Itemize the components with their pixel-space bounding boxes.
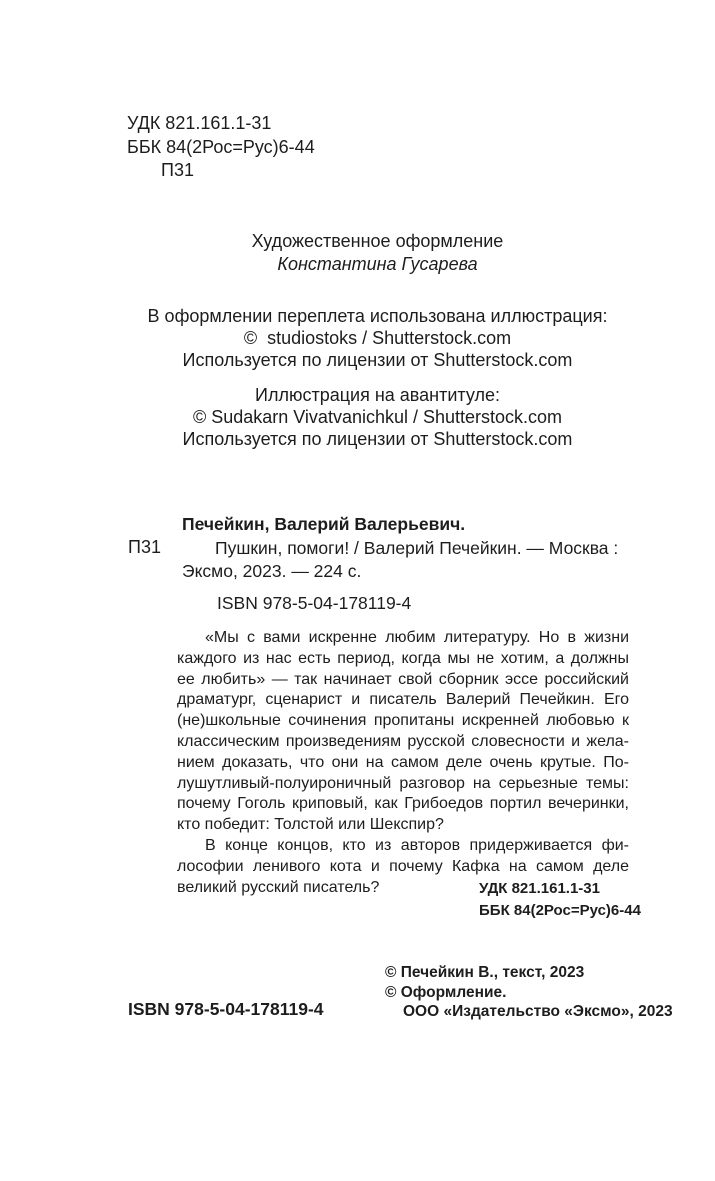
bbk-code-bottom: ББК 84(2Рос=Рус)6-44 — [479, 901, 641, 919]
design-credit-block — [40, 230, 715, 275]
top-bibliographic-codes — [127, 112, 315, 183]
copyright-publisher: ООО «Издательство «Эксмо», 2023 — [403, 1003, 673, 1021]
catalog-title-line1: Пушкин, помоги! / Валерий Печейкин. — Москва : — [215, 537, 619, 558]
annotation-line: великий русский писатель? — [177, 878, 380, 896]
catalog-author: Печейкин, Валерий Валерьевич. — [182, 514, 466, 534]
annotation-text — [177, 628, 629, 898]
avantitle-credit-line3: Используется по лицензии от Shutterstock.com — [182, 428, 573, 449]
cover-credit-line1: В оформлении переплета использована иллюстрация: — [147, 306, 608, 326]
cover-credit-line2: © studiostoks / Shutterstock.com — [243, 327, 512, 348]
designer-name: Константина Гусарева — [277, 253, 478, 274]
catalog-title-line2: Эксмо, 2023. — 224 с. — [182, 561, 362, 581]
isbn-catalog: ISBN 978-5-04-178119-4 — [217, 593, 412, 613]
cover-credit-line3: Используется по лицензии от Shutterstock.com — [182, 349, 573, 370]
udk-code-bottom: УДК 821.161.1-31 — [479, 880, 600, 897]
avantitle-credit-line2: © Sudakarn Vivatvanichkul / Shutterstock.com — [192, 406, 563, 427]
copyright-author: © Печейкин В., текст, 2023 — [385, 964, 585, 981]
design-credit-title: Художественное оформление — [251, 231, 504, 251]
udk-code: УДК 821.161.1-31 — [127, 113, 272, 133]
annotation-line: «Мы с вами искренне любим литературу. Но в жизни — [205, 629, 629, 646]
copyright-design: © Оформление. — [385, 983, 507, 1001]
author-sign: П31 — [161, 160, 194, 180]
copyright-block — [385, 963, 673, 1022]
annotation-line: кто победит: Толстой или Шекспир? — [177, 816, 444, 834]
annotation-line: классическим произведениям русской словесности и жела- — [177, 732, 629, 750]
bottom-bibliographic-codes — [479, 878, 641, 922]
annotation-line: лософии ленивого кота и почему Кафка на самом деле — [177, 857, 629, 875]
annotation-line: лушутливый-полуироничный разговор на серьезные темы: — [177, 774, 629, 792]
annotation-line: ее любить» — так начинает свой сборник эссе российский — [177, 670, 629, 688]
catalog-entry — [182, 513, 618, 584]
catalog-author-sign: П31 — [128, 537, 161, 557]
annotation-line: каждого из нас есть период, когда мы не хотим, а должны — [177, 649, 629, 667]
avantitle-credit-line1: Иллюстрация на авантитуле: — [255, 385, 500, 405]
annotation-line: почему Гоголь криповый, как Грибоедов портил вечеринки, — [177, 795, 629, 813]
avantitle-illustration-credit — [40, 385, 715, 450]
cover-illustration-credit — [40, 306, 715, 371]
annotation-line: В конце концов, кто из авторов придерживается фи- — [205, 836, 629, 854]
annotation-line: (не)школьные сочинения пропитаны искренней любовью к — [177, 712, 629, 730]
annotation-line: нием доказать, что они на самом деле очень крутые. По- — [177, 753, 629, 771]
bbk-code: ББК 84(2Рос=Рус)6-44 — [127, 136, 315, 157]
isbn-imprint: ISBN 978-5-04-178119-4 — [128, 999, 324, 1019]
annotation-line: драматург, сценарист и писатель Валерий Печейкин. Его — [177, 691, 629, 709]
